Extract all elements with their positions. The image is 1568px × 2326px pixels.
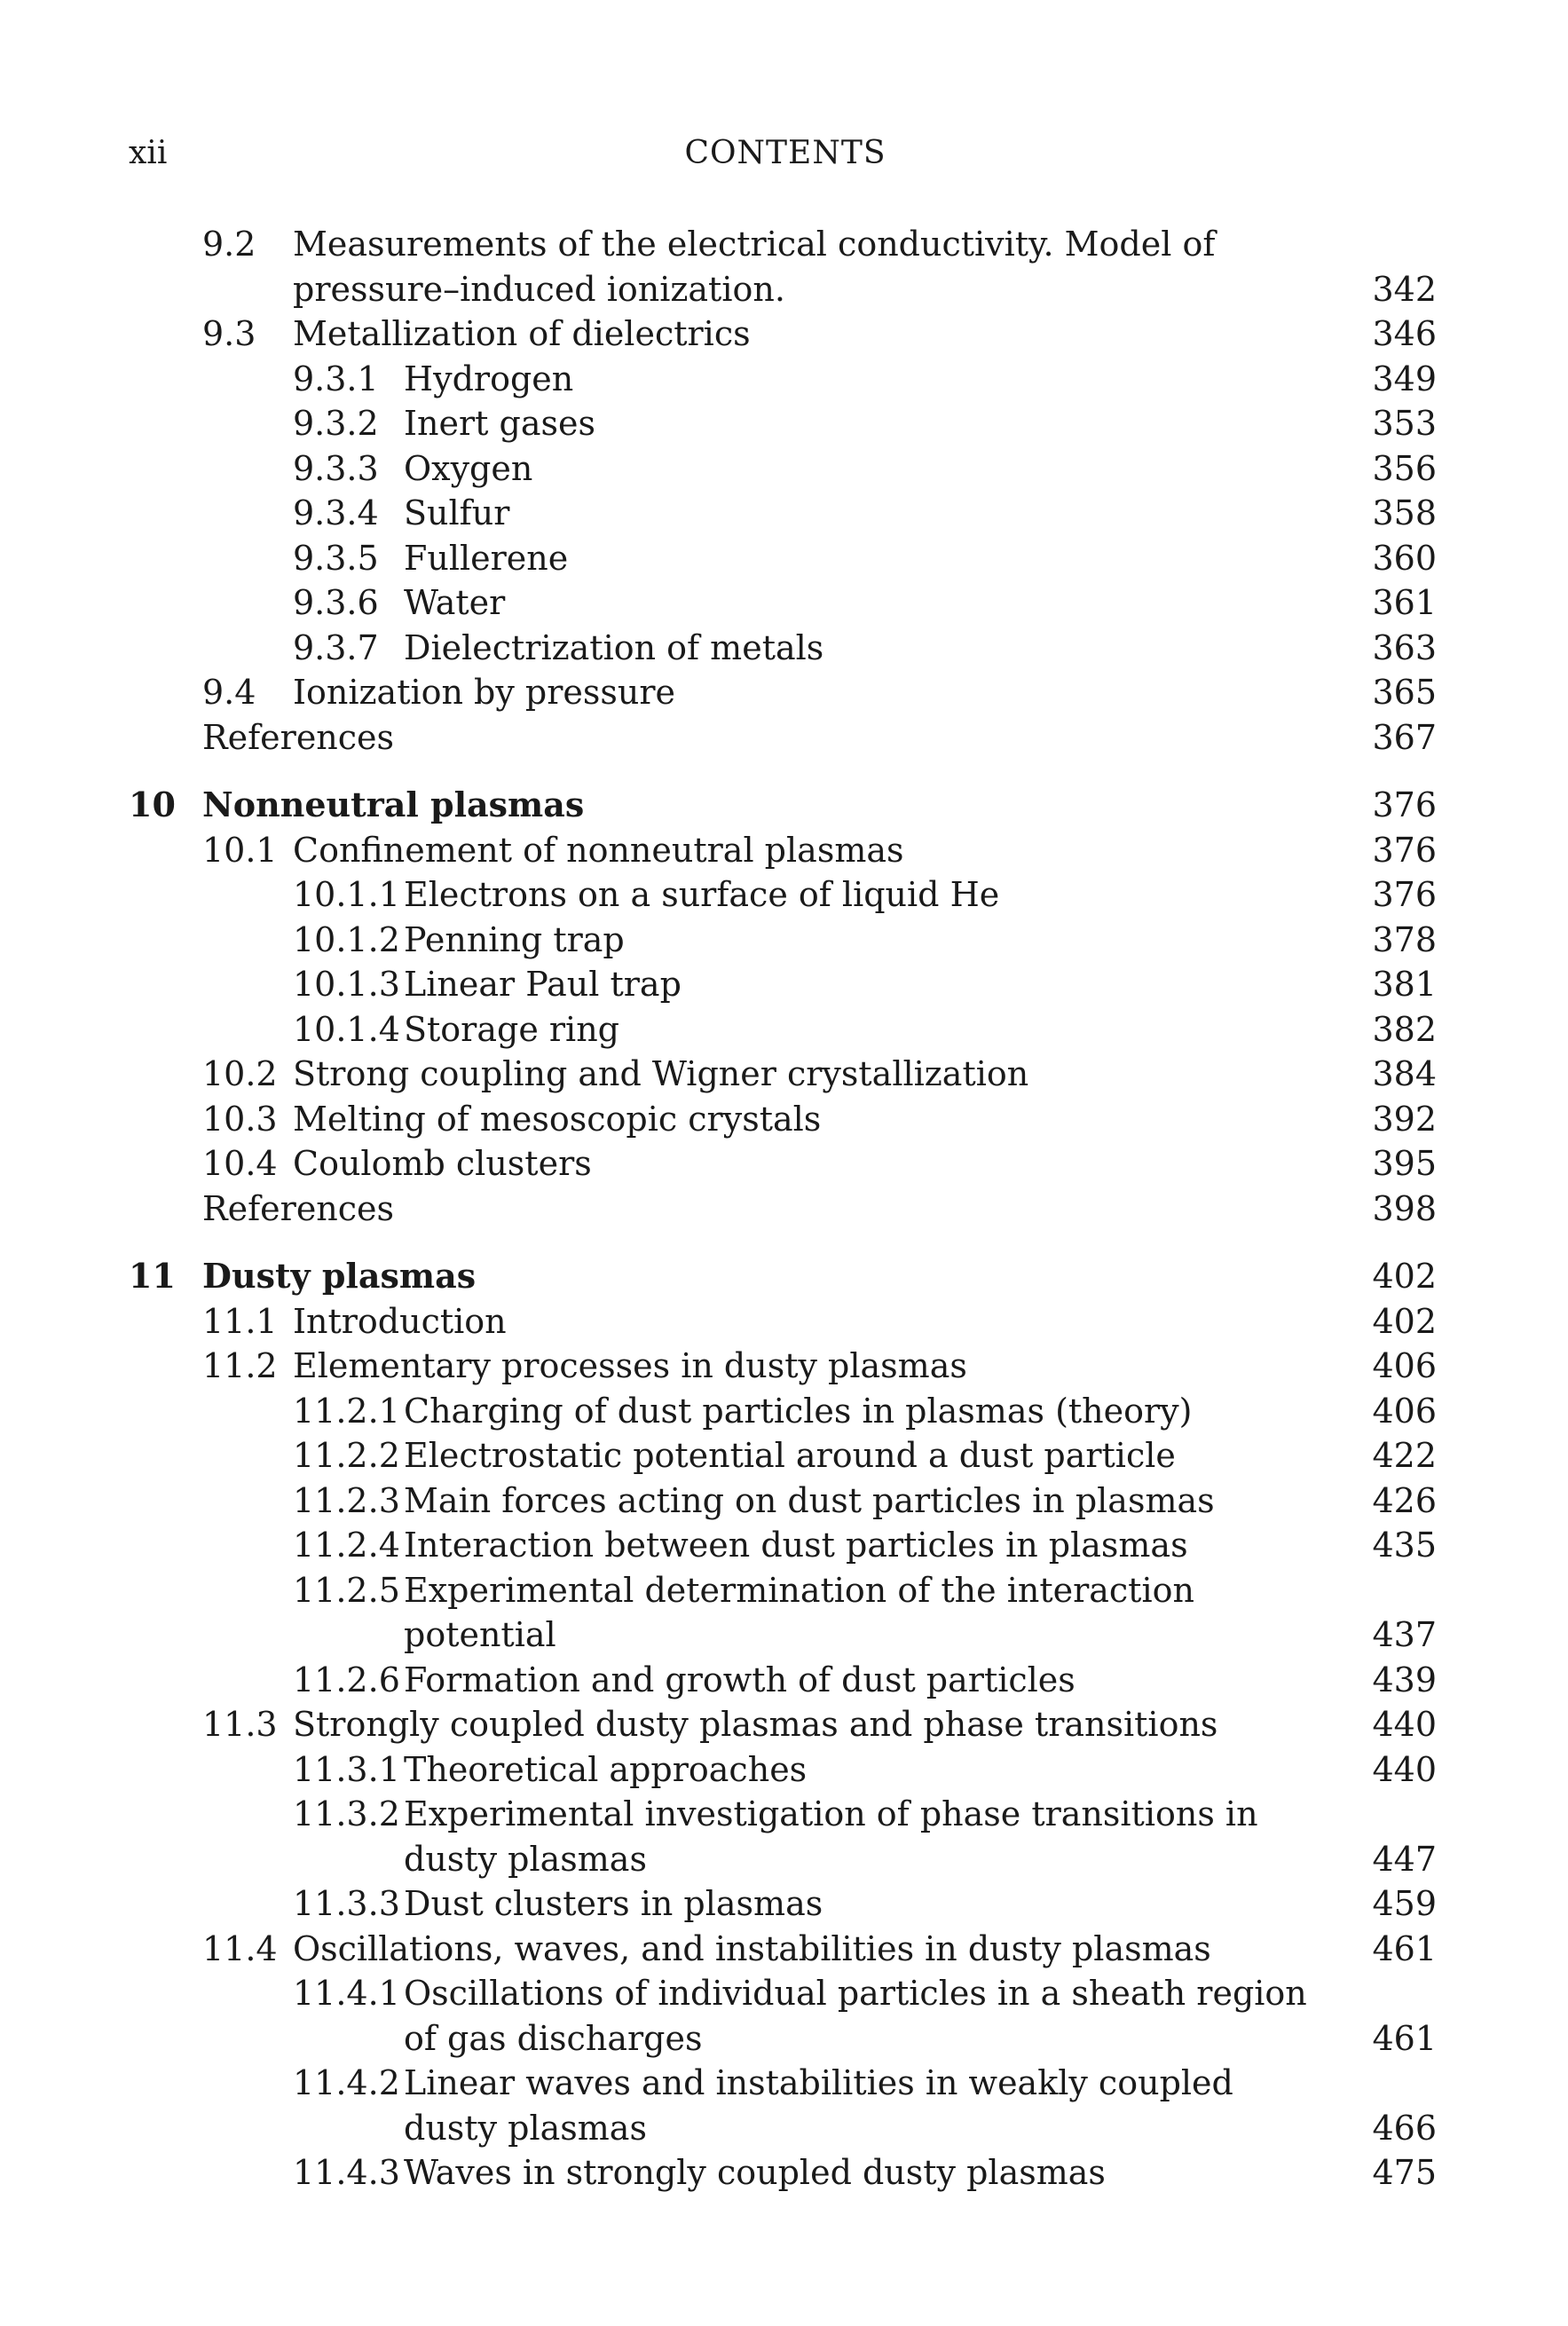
toc-subsection xyxy=(0,1389,1568,1434)
entry-number: 11.4 xyxy=(202,1928,278,1968)
entry-title: pressure–induced ionization. xyxy=(293,269,785,309)
entry-number: 9.3.2 xyxy=(293,404,379,443)
toc-continuation xyxy=(0,1612,1568,1658)
entry-number: 11.2.5 xyxy=(293,1570,400,1610)
entry-title: Dielectrization of metals xyxy=(404,627,824,667)
entry-number: 9.3.3 xyxy=(293,448,379,488)
entry-number: 10.4 xyxy=(202,1144,278,1183)
entry-page-number: 395 xyxy=(1372,1144,1437,1183)
entry-page-number: 398 xyxy=(1372,1188,1437,1228)
entry-page-number: 381 xyxy=(1372,965,1437,1004)
entry-page-number: 406 xyxy=(1372,1391,1437,1431)
section-gap xyxy=(0,1231,1568,1254)
toc-subsection xyxy=(0,357,1568,402)
toc-subsection xyxy=(0,1523,1568,1568)
entry-page-number: 426 xyxy=(1372,1480,1437,1520)
entry-number: 11.4.2 xyxy=(293,2063,400,2102)
entry-page-number: 384 xyxy=(1372,1054,1437,1093)
entry-page-number: 378 xyxy=(1372,919,1437,959)
entry-number: 11.2 xyxy=(202,1346,278,1385)
entry-page-number: 447 xyxy=(1372,1839,1437,1879)
entry-page-number: 461 xyxy=(1372,1928,1437,1968)
entry-page-number: 363 xyxy=(1372,627,1437,667)
entry-page-number: 376 xyxy=(1372,785,1437,824)
entry-page-number: 461 xyxy=(1372,2018,1437,2058)
toc-section xyxy=(0,1344,1568,1389)
entry-page-number: 353 xyxy=(1372,404,1437,443)
entry-title: Ionization by pressure xyxy=(293,673,676,712)
entry-page-number: 349 xyxy=(1372,359,1437,398)
entry-title: Linear Paul trap xyxy=(404,965,682,1004)
entry-page-number: 376 xyxy=(1372,875,1437,914)
entry-title: Dust clusters in plasmas xyxy=(404,1884,823,1923)
page-number: xii xyxy=(129,135,168,171)
toc-section xyxy=(0,311,1568,357)
entry-page-number: 422 xyxy=(1372,1436,1437,1475)
entry-page-number: 440 xyxy=(1372,1705,1437,1744)
entry-title: Waves in strongly coupled dusty plasmas xyxy=(404,2153,1106,2192)
toc-subsection xyxy=(0,1568,1568,1613)
entry-title: Storage ring xyxy=(404,1009,620,1049)
entry-number: 9.3 xyxy=(202,314,256,353)
running-title: CONTENTS xyxy=(684,135,886,171)
entry-page-number: 439 xyxy=(1372,1660,1437,1699)
entry-title: Nonneutral plasmas xyxy=(202,785,585,824)
entry-title: Strong coupling and Wigner crystallization xyxy=(293,1054,1029,1093)
toc-section xyxy=(0,1299,1568,1344)
toc-subsection xyxy=(0,446,1568,492)
entry-number: 11.2.4 xyxy=(293,1526,400,1565)
entry-number: 11.2.1 xyxy=(293,1391,400,1431)
entry-title: dusty plasmas xyxy=(404,2108,647,2148)
toc-references xyxy=(0,1187,1568,1232)
toc-subsection xyxy=(0,1971,1568,2016)
toc-subsection xyxy=(0,580,1568,626)
entry-title: Dusty plasmas xyxy=(202,1256,477,1296)
entry-title: of gas discharges xyxy=(404,2018,703,2058)
entry-page-number: 342 xyxy=(1372,269,1437,309)
entry-page-number: 437 xyxy=(1372,1615,1437,1654)
entry-title: Inert gases xyxy=(404,404,595,443)
entry-title: Charging of dust particles in plasmas (theory) xyxy=(404,1391,1193,1431)
entry-number: 11.3 xyxy=(202,1705,278,1744)
entry-number: 11.3.1 xyxy=(293,1749,400,1789)
entry-title: potential xyxy=(404,1615,556,1654)
entry-number: 9.3.7 xyxy=(293,627,379,667)
table-of-contents xyxy=(0,222,1568,2196)
entry-title: Electrostatic potential around a dust particle xyxy=(404,1436,1176,1475)
entry-page-number: 382 xyxy=(1372,1009,1437,1049)
entry-number: 11 xyxy=(129,1256,176,1296)
toc-continuation xyxy=(0,2016,1568,2062)
toc-subsection xyxy=(0,626,1568,671)
toc-section xyxy=(0,1702,1568,1747)
entry-title: Introduction xyxy=(293,1301,507,1341)
page-header xyxy=(129,131,1442,176)
entry-title: Water xyxy=(404,583,506,622)
entry-number: 9.3.1 xyxy=(293,359,379,398)
entry-page-number: 360 xyxy=(1372,538,1437,578)
toc-section xyxy=(0,1927,1568,1972)
toc-subsection xyxy=(0,491,1568,536)
toc-section xyxy=(0,828,1568,873)
entry-title: Elementary processes in dusty plasmas xyxy=(293,1346,967,1385)
toc-subsection xyxy=(0,1433,1568,1478)
entry-title: References xyxy=(202,717,395,757)
toc-subsection xyxy=(0,918,1568,963)
entry-title: Experimental determination of the interaction xyxy=(404,1570,1194,1610)
entry-number: 9.3.5 xyxy=(293,538,379,578)
entry-title: Main forces acting on dust particles in plasmas xyxy=(404,1480,1215,1520)
entry-title: Oscillations, waves, and instabilities in dusty plasmas xyxy=(293,1928,1211,1968)
entry-number: 10.1.3 xyxy=(293,965,400,1004)
entry-title: Formation and growth of dust particles xyxy=(404,1660,1076,1699)
entry-page-number: 402 xyxy=(1372,1257,1437,1296)
entry-page-number: 466 xyxy=(1372,2108,1437,2148)
entry-title: Metallization of dielectrics xyxy=(293,314,751,353)
entry-number: 10 xyxy=(129,785,176,824)
entry-number: 10.1.4 xyxy=(293,1009,400,1049)
entry-page-number: 376 xyxy=(1372,830,1437,870)
entry-number: 11.2.6 xyxy=(293,1660,400,1699)
entry-title: Penning trap xyxy=(404,919,625,959)
entry-number: 9.3.4 xyxy=(293,493,379,532)
entry-title: Sulfur xyxy=(404,493,510,532)
entry-number: 10.1.1 xyxy=(293,875,400,914)
entry-title: References xyxy=(202,1188,395,1228)
entry-title: Theoretical approaches xyxy=(404,1749,808,1789)
entry-title: Hydrogen xyxy=(404,359,574,398)
toc-subsection xyxy=(0,401,1568,446)
entry-title: Fullerene xyxy=(404,538,569,578)
entry-title: Oxygen xyxy=(404,448,533,488)
entry-number: 11.2.2 xyxy=(293,1436,400,1475)
entry-page-number: 367 xyxy=(1372,717,1437,757)
toc-section xyxy=(0,670,1568,715)
entry-page-number: 402 xyxy=(1372,1301,1437,1341)
entry-page-number: 361 xyxy=(1372,583,1437,622)
toc-subsection xyxy=(0,1747,1568,1793)
toc-continuation xyxy=(0,1837,1568,1882)
toc-subsection xyxy=(0,962,1568,1007)
toc-section xyxy=(0,1141,1568,1187)
entry-number: 11.4.1 xyxy=(293,1974,400,2013)
entry-title: Interaction between dust particles in plasmas xyxy=(404,1526,1188,1565)
entry-number: 9.3.6 xyxy=(293,583,379,622)
entry-title: Linear waves and instabilities in weakly coupled xyxy=(404,2063,1233,2102)
entry-page-number: 406 xyxy=(1372,1346,1437,1385)
toc-continuation xyxy=(0,2106,1568,2151)
toc-subsection xyxy=(0,1007,1568,1053)
entry-number: 10.3 xyxy=(202,1099,278,1139)
entry-number: 11.3.2 xyxy=(293,1794,400,1833)
entry-number: 10.1.2 xyxy=(293,919,400,959)
toc-subsection xyxy=(0,536,1568,581)
entry-page-number: 440 xyxy=(1372,1749,1437,1789)
entry-number: 11.4.3 xyxy=(293,2153,400,2192)
entry-page-number: 392 xyxy=(1372,1099,1437,1139)
toc-subsection xyxy=(0,1658,1568,1703)
entry-title: Strongly coupled dusty plasmas and phase transitions xyxy=(293,1705,1218,1744)
entry-title: Measurements of the electrical conductivity. Model of xyxy=(293,225,1216,264)
toc-chapter xyxy=(0,1254,1568,1299)
entry-number: 11.3.3 xyxy=(293,1884,400,1923)
entry-title: dusty plasmas xyxy=(404,1839,647,1879)
entry-title: Coulomb clusters xyxy=(293,1144,592,1183)
entry-title: Oscillations of individual particles in a sheath region xyxy=(404,1974,1307,2013)
toc-subsection xyxy=(0,1478,1568,1524)
toc-subsection xyxy=(0,1881,1568,1927)
entry-title: Confinement of nonneutral plasmas xyxy=(293,830,904,870)
toc-section xyxy=(0,1097,1568,1142)
entry-number: 10.1 xyxy=(202,830,278,870)
entry-page-number: 358 xyxy=(1372,493,1437,532)
entry-title: Experimental investigation of phase transitions in xyxy=(404,1794,1258,1833)
toc-section xyxy=(0,222,1568,267)
entry-title: Electrons on a surface of liquid He xyxy=(404,875,1000,914)
entry-number: 9.2 xyxy=(202,225,256,264)
toc-subsection xyxy=(0,1792,1568,1837)
toc-continuation xyxy=(0,267,1568,312)
entry-number: 9.4 xyxy=(202,673,256,712)
toc-subsection xyxy=(0,2061,1568,2106)
entry-page-number: 346 xyxy=(1372,314,1437,353)
toc-subsection xyxy=(0,2150,1568,2196)
entry-page-number: 356 xyxy=(1372,448,1437,488)
entry-number: 10.2 xyxy=(202,1054,278,1093)
entry-number: 11.1 xyxy=(202,1301,278,1341)
toc-section xyxy=(0,1052,1568,1097)
entry-page-number: 435 xyxy=(1372,1526,1437,1565)
entry-number: 11.2.3 xyxy=(293,1480,400,1520)
entry-title: Melting of mesoscopic crystals xyxy=(293,1099,822,1139)
toc-chapter xyxy=(0,783,1568,828)
entry-page-number: 459 xyxy=(1372,1884,1437,1923)
toc-subsection xyxy=(0,872,1568,918)
entry-page-number: 475 xyxy=(1372,2153,1437,2192)
entry-page-number: 365 xyxy=(1372,673,1437,712)
section-gap xyxy=(0,760,1568,783)
toc-references xyxy=(0,715,1568,761)
